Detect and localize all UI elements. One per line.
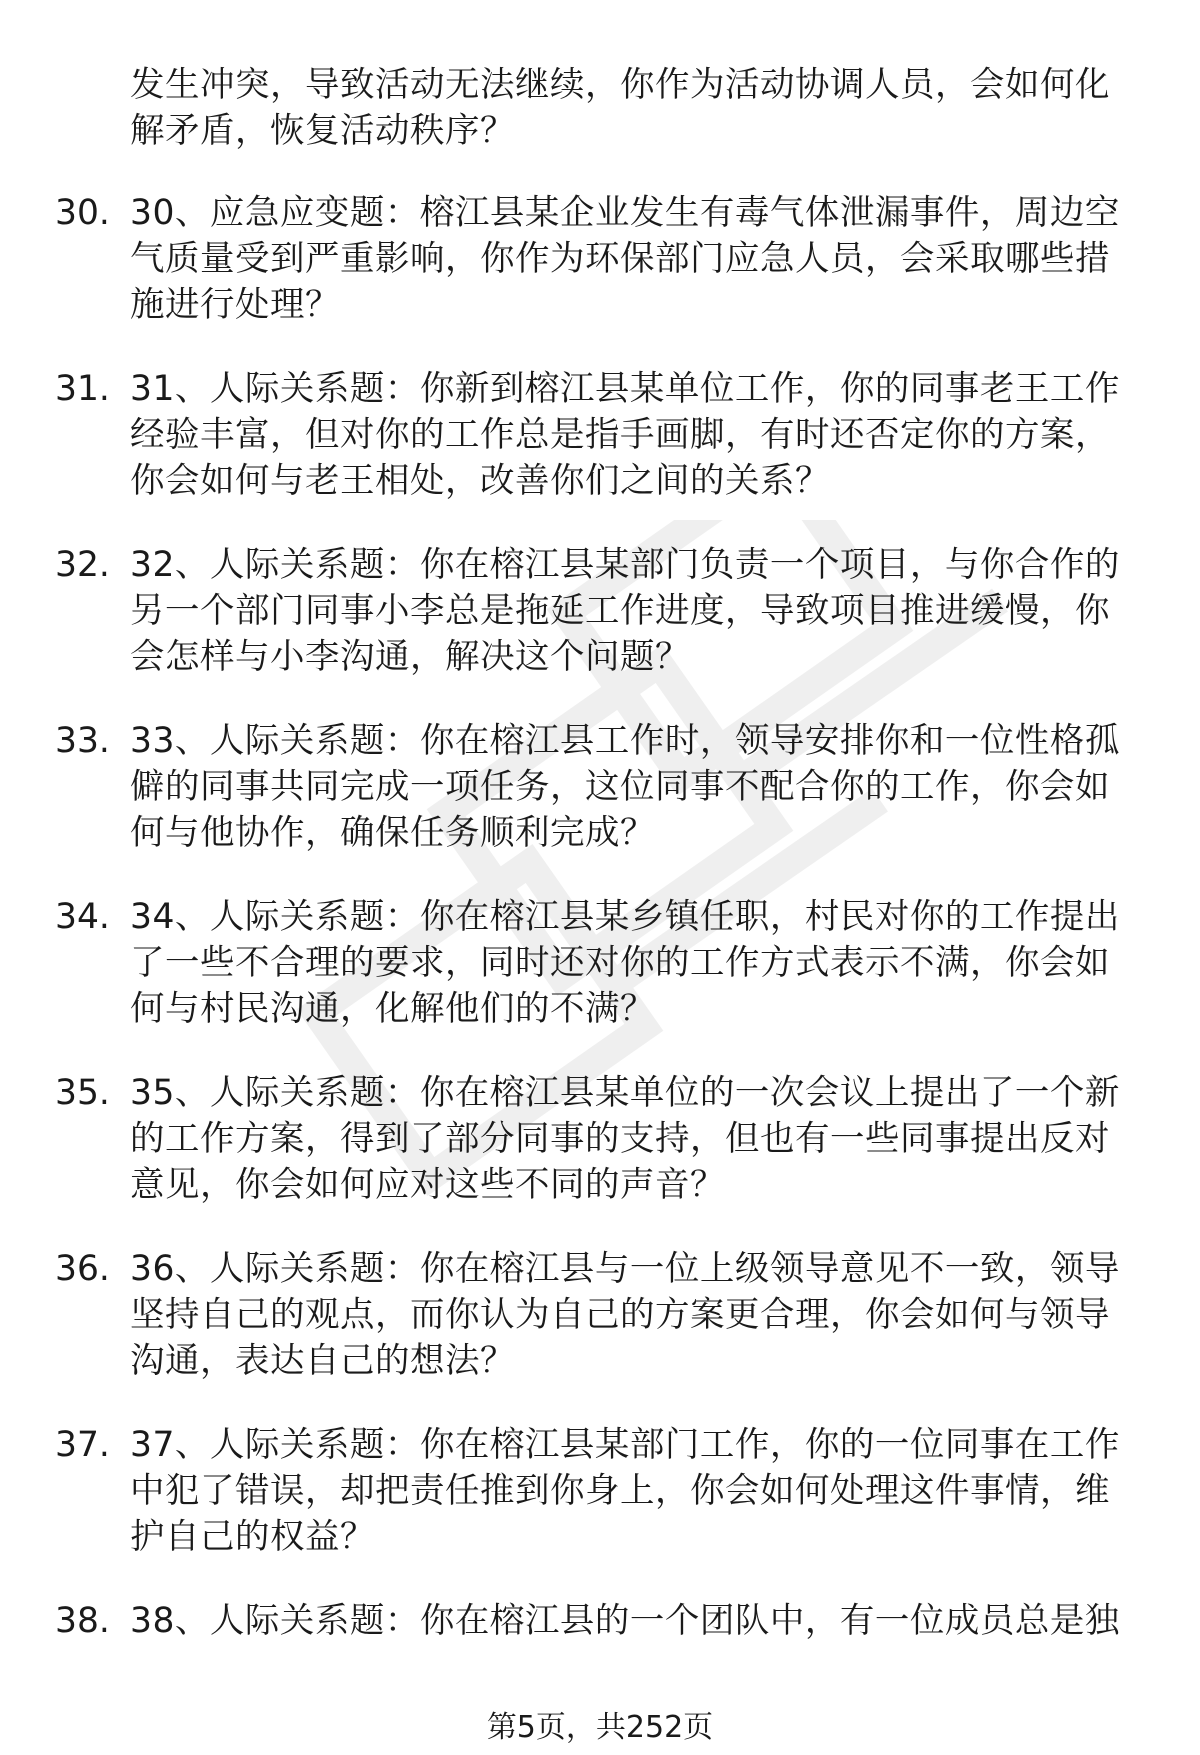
question-text: 31、人际关系题：你新到榕江县某单位工作，你的同事老王工作经验丰富，但对你的工作总是指手画脚，有时还否定你的方案，你会如何与老王相处，改善你们之间的关系？ [130,369,1120,501]
page-footer: 第5页，共252页 [486,1710,714,1745]
list-item [0,1422,1200,1562]
question-text: 36、人际关系题：你在榕江县与一位上级领导意见不一致，领导坚持自己的观点，而你认为自己的方案更合理，你会如何与领导沟通，表达自己的想法？ [130,1249,1120,1381]
list-item [0,542,1200,682]
question-text: 34、人际关系题：你在榕江县某乡镇任职，村民对你的工作提出了一些不合理的要求，同时还对你的工作方式表示不满，你会如何与村民沟通，化解他们的不满？ [130,897,1120,1029]
continuation-paragraph: 发生冲突，导致活动无法继续，你作为活动协调人员，会如何化解矛盾，恢复活动秩序？ [130,65,1110,151]
item-number: 36. [55,1249,110,1289]
item-number: 31. [55,369,110,409]
item-number: 34. [55,897,110,937]
question-text: 32、人际关系题：你在榕江县某部门负责一个项目，与你合作的另一个部门同事小李总是拖延工作进度，导致项目推进缓慢，你会怎样与小李沟通，解决这个问题？ [130,545,1120,677]
item-number: 38. [55,1601,110,1641]
item-number: 33. [55,721,110,761]
list-item [0,366,1200,506]
question-text: 35、人际关系题：你在榕江县某单位的一次会议上提出了一个新的工作方案，得到了部分同事的支持，但也有一些同事提出反对意见，你会如何应对这些不同的声音？ [130,1073,1120,1205]
question-text: 38、人际关系题：你在榕江县的一个团队中，有一位成员总是独 [130,1601,1120,1641]
item-number: 30. [55,193,110,233]
question-text: 33、人际关系题：你在榕江县工作时，领导安排你和一位性格孤僻的同事共同完成一项任务，这位同事不配合你的工作，你会如何与他协作，确保任务顺利完成？ [130,721,1120,853]
list-item [0,894,1200,1034]
question-text: 30、应急应变题：榕江县某企业发生有毒气体泄漏事件，周边空气质量受到严重影响，你作为环保部门应急人员，会采取哪些措施进行处理？ [130,193,1120,325]
list-item [0,1246,1200,1386]
question-list [0,190,1200,1680]
list-item [0,190,1200,330]
item-number: 37. [55,1425,110,1465]
item-number: 35. [55,1073,110,1113]
list-item [0,1598,1200,1644]
question-text: 37、人际关系题：你在榕江县某部门工作，你的一位同事在工作中犯了错误，却把责任推到你身上，你会如何处理这件事情，维护自己的权益？ [130,1425,1120,1557]
list-item [0,718,1200,858]
item-number: 32. [55,545,110,585]
list-item [0,1070,1200,1210]
